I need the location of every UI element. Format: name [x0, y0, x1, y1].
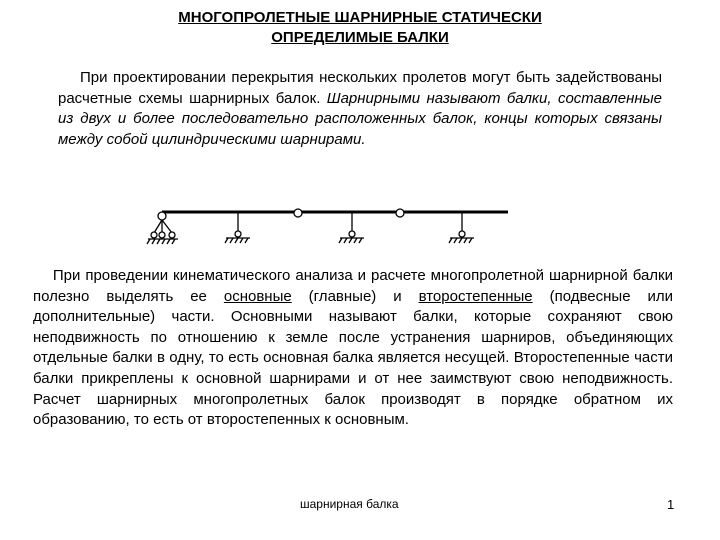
fixed-support-icon [147, 220, 178, 244]
footer-caption: шарнирная балка [300, 497, 399, 511]
page-number: 1 [667, 497, 675, 512]
term-main: основные [223, 287, 292, 305]
term-secondary: второстепенные [418, 287, 533, 305]
analysis-text-1: При проведении кинематического анализа и расчете многопролетной шарнирной балки полезно выделять ее [33, 267, 673, 305]
roller-support-icon [225, 213, 250, 243]
page-title [0, 8, 720, 48]
definition-text: Шарнирными называют балки, составленные из двух и более последовательно расположенных балок, концы которых связаны между собой цилиндрическими шарнирами. [58, 89, 662, 148]
roller-support-icon [339, 213, 364, 243]
multispan-beam-diagram [140, 200, 510, 260]
beam-hinge-icon [396, 209, 404, 217]
intro-text: При проектировании перекрытия нескольких пролетов могут быть задействованы расчетные схемы шарнирных балок. [58, 69, 663, 107]
beam-hinge-icon [158, 212, 166, 220]
title-line-2: ОПРЕДЕЛИМЫЕ БАЛКИ [271, 29, 449, 46]
beam-hinge-icon [294, 209, 302, 217]
intro-paragraph [58, 68, 662, 150]
analysis-text-2: (главные) и [291, 287, 419, 305]
title-line-1: МНОГОПРОЛЕТНЫЕ ШАРНИРНЫЕ СТАТИЧЕСКИ [178, 9, 542, 26]
analysis-text-3: (подвесные или дополнительные) части. Основными называют балки, которые сохраняют свою неподвижность по отношению к земле после устранения шарниров, объединяющих отдельные балки в одну, то есть основная балка является несущей. Второстепенные части балки прикреплены к основной шарнирами и от нее заимствуют свою неподвижность. Расчет шарнирных многопролетных балок производят в порядке обратном их образованию, то есть от второстепенных к основным. [33, 287, 674, 429]
analysis-paragraph [33, 266, 673, 431]
roller-support-icon [449, 213, 474, 243]
